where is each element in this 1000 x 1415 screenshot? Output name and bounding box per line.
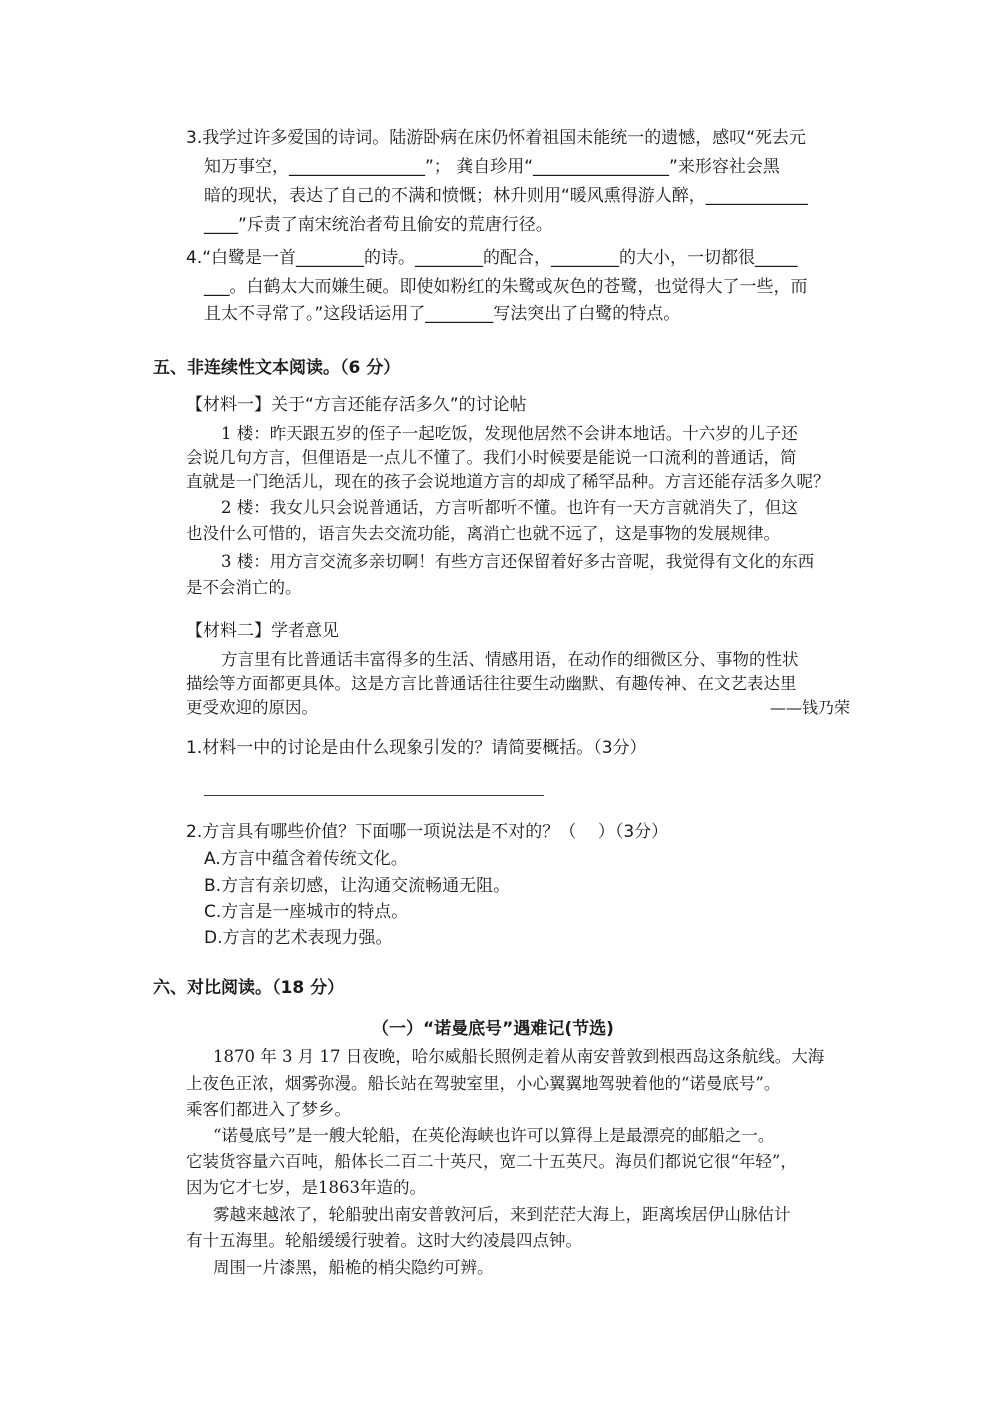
material-one-line: 会说几句方言，但俚语是一点儿不懂了。我们小时候要是能说一口流利的普通话，简 <box>186 448 797 467</box>
material-one-line: 3 楼：用方言交流多亲切啊！有些方言还保留着好多古音呢，我觉得有文化的东西 <box>221 552 815 571</box>
passage-line: 周围一片漆黑，船桅的梢尖隐约可辨。 <box>213 1258 494 1277</box>
material-one-line: 也没什么可惜的，语言失去交流功能，离消亡也就不远了，这是事物的发展规律。 <box>186 524 780 543</box>
option-d: D.方言的艺术表现力强。 <box>204 928 393 948</box>
passage-line: 乘客们都进入了梦乡。 <box>186 1100 351 1119</box>
option-b: B.方言有亲切感，让沟通交流畅通无阻。 <box>204 876 511 896</box>
item3-line-1: 3.我学过许多爱国的诗词。陆游卧病在床仍怀着祖国未能统一的遗憾，感叹“死去元 <box>186 128 807 148</box>
item3-line-4: ____”斥责了南宋统治者苟且偷安的荒唐行径。 <box>204 215 553 235</box>
passage-line: 它装货容量六百吨，船体长二百二十英尺，宽二十五英尺。海员们都说它很“年轻”， <box>186 1152 797 1171</box>
question-2: 2.方言具有哪些价值？下面哪一项说法是不对的？（ ）（3分） <box>186 822 669 842</box>
material-two-line: 描绘等方面都更具体。这是方言比普通话往往要生动幽默、有趣传神、在文艺表达里 <box>186 674 797 693</box>
material-one-line: 2 楼：我女儿只会说普通话，方言听都听不懂。也许有一天方言就消失了，但这 <box>221 498 798 517</box>
passage-line: “诺曼底号”是一艘大轮船，在英伦海峡也许可以算得上是最漂亮的邮船之一。 <box>213 1126 775 1145</box>
passage-line: 1870 年 3 月 17 日夜晚，哈尔威船长照例走着从南安普敦到根西岛这条航线。大海 <box>213 1047 825 1066</box>
material-one-line: 1 楼：昨天跟五岁的侄子一起吃饭，发现他居然不会讲本地话。十六岁的儿子还 <box>221 424 798 443</box>
item4-line-3: 且太不寻常了。”这段话运用了________写法突出了白鹭的特点。 <box>204 304 681 324</box>
option-a: A.方言中蕴含着传统文化。 <box>204 849 408 869</box>
answer-line <box>204 795 544 796</box>
material-two-line: 更受欢迎的原因。 <box>186 698 318 717</box>
section-five-heading: 五、非连续性文本阅读。（6 分） <box>153 358 401 378</box>
passage-title: （一）“诺曼底号”遇难记(节选) <box>372 1019 614 1039</box>
material-one-title: 【材料一】关于“方言还能存活多久”的讨论帖 <box>186 395 527 415</box>
material-two-title: 【材料二】学者意见 <box>186 621 339 641</box>
option-c: C.方言是一座城市的特点。 <box>204 902 409 922</box>
passage-line: 有十五海里。轮船缓缓行驶着。这时大约凌晨四点钟。 <box>186 1231 582 1250</box>
item4-line-2: ___。白鹤太大而嫌生硬。即使如粉红的朱鹭或灰色的苍鹭，也觉得大了一些，而 <box>204 277 808 297</box>
question-1: 1.材料一中的讨论是由什么现象引发的？请简要概括。（3分） <box>186 738 647 758</box>
item4-line-1: 4.“白鹭是一首________的诗。________的配合，________的大小，一切都很_____ <box>186 248 798 268</box>
item3-line-2: 知万事空，________________”； 龚自珍用“________________”来形容社会黑 <box>204 157 780 177</box>
section-six-heading: 六、对比阅读。（18 分） <box>153 978 345 998</box>
material-two-line: 方言里有比普通话丰富得多的生活、情感用语，在动作的细微区分、事物的性状 <box>221 650 799 669</box>
passage-line: 上夜色正浓，烟雾弥漫。船长站在驾驶室里，小心翼翼地驾驶着他的“诺曼底号”。 <box>186 1074 781 1093</box>
passage-line: 因为它才七岁，是1863年造的。 <box>186 1178 426 1197</box>
item3-line-3: 暗的现状，表达了自己的不满和愤慨；林升则用“暖风熏得游人醉，____________ <box>204 186 808 206</box>
passage-line: 雾越来越浓了，轮船驶出南安普敦河后，来到茫茫大海上，距离埃居伊山脉估计 <box>213 1205 791 1224</box>
material-two-attribution: ——钱乃荣 <box>770 698 851 717</box>
material-one-line: 是不会消亡的。 <box>186 578 302 597</box>
material-one-line: 直就是一门绝活儿，现在的孩子会说地道方言的却成了稀罕品种。方言还能存活多久呢？ <box>186 472 830 491</box>
